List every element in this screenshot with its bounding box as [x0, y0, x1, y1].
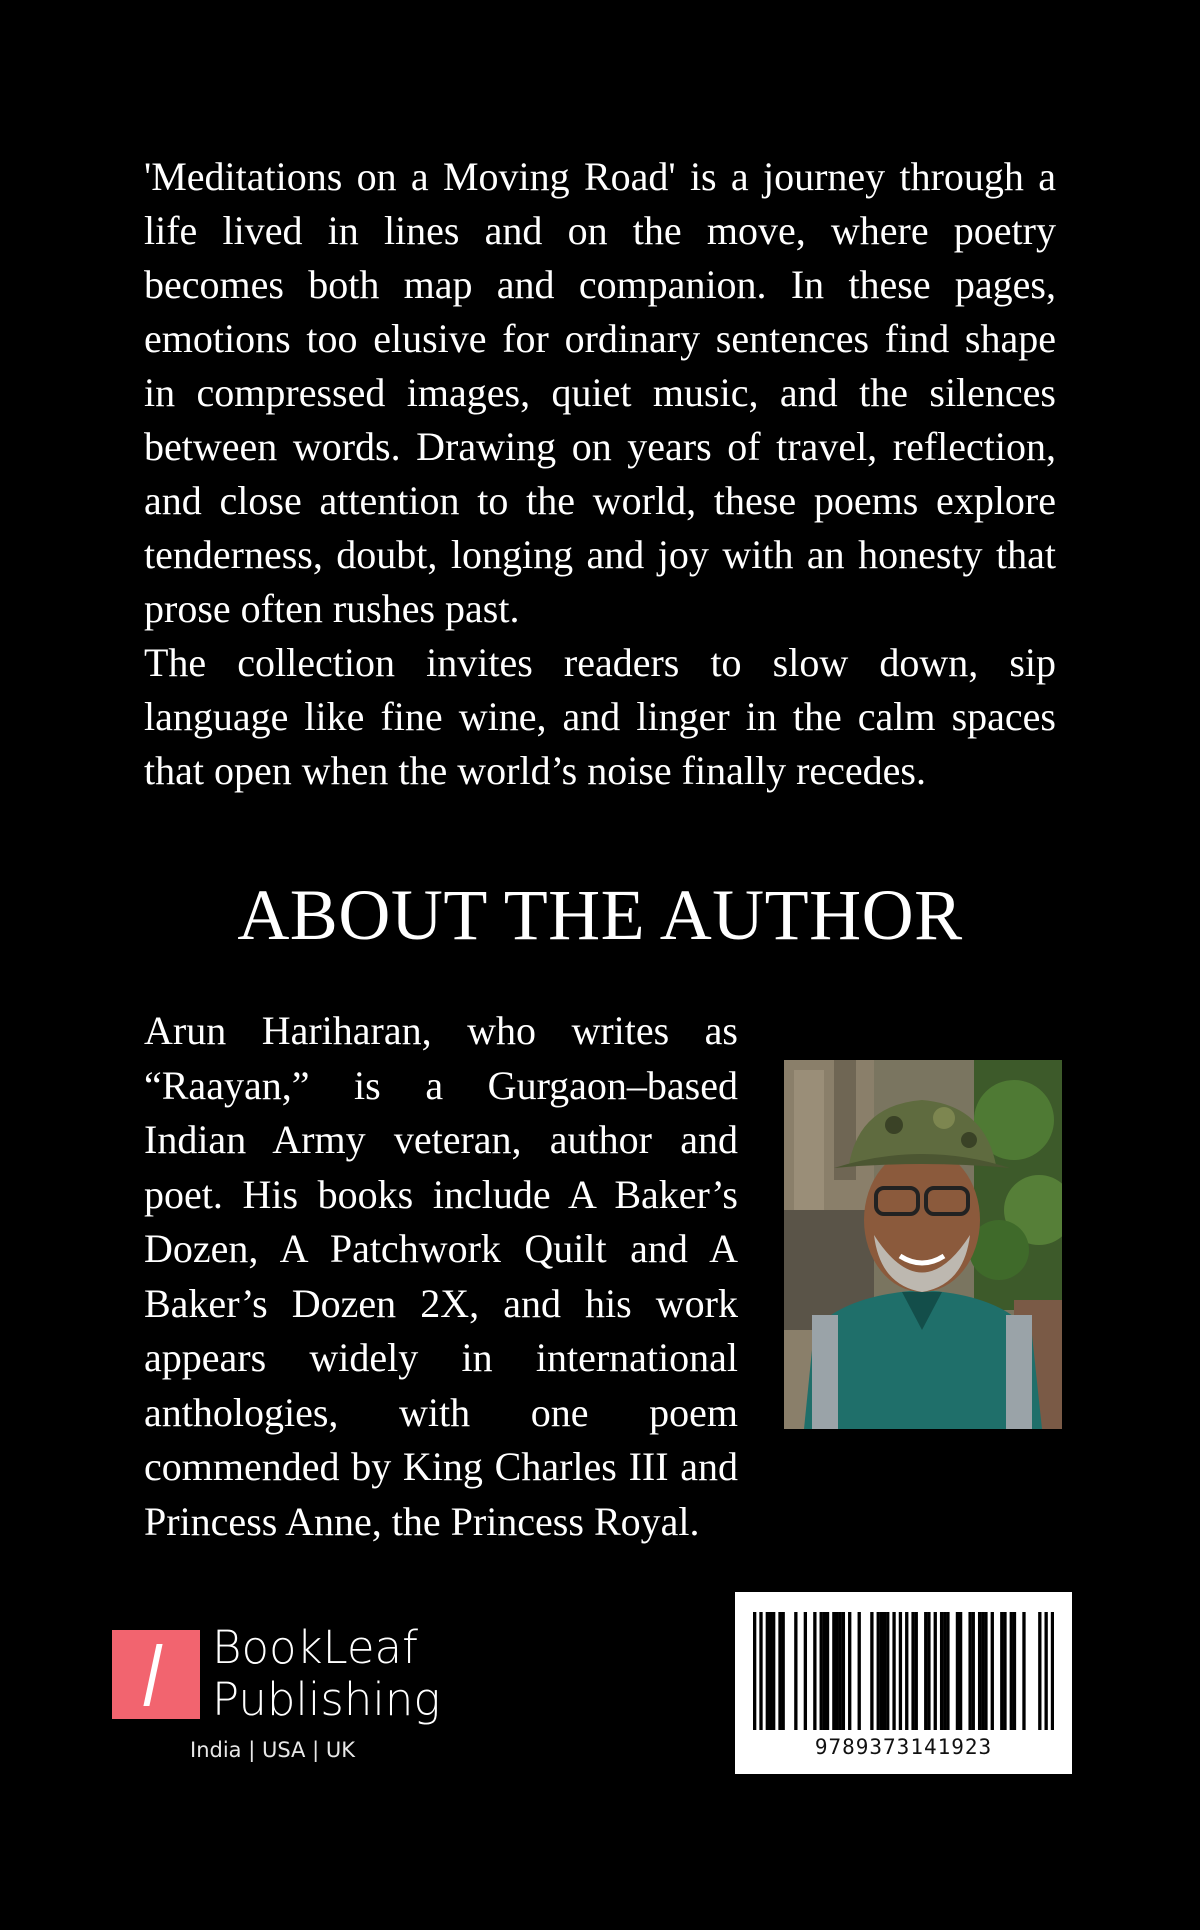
barcode-bar: [911, 1612, 914, 1730]
barcode-bar: [835, 1612, 838, 1730]
barcode-bar: [753, 1612, 756, 1730]
barcode-bar: [924, 1612, 927, 1730]
barcode-bar: [842, 1612, 845, 1730]
author-bio: Arun Hariharan, who writes as “Raayan,” is a Gurgaon–based Indian Army veteran, author and poet. His books include A Baker’s Dozen, A Patchwork Quilt and A Baker’s Dozen 2X, and his work appears widely in international anthologies, with one poem commended by King Charles III and Princess Anne, the Princess Royal.: [144, 1008, 738, 1544]
barcode-bar: [1022, 1612, 1025, 1730]
barcode-bar: [848, 1612, 851, 1730]
blurb-paragraph-2: The collection invites readers to slow down, sip language like fine wine, and linger in the calm spaces that open when the world’s noise finally recedes.: [144, 640, 1056, 793]
barcode-bar: [1000, 1612, 1003, 1730]
author-photo: [784, 1060, 1062, 1429]
barcode-bar: [946, 1612, 949, 1730]
publisher-name: [212, 1622, 440, 1726]
barcode-bar: [858, 1612, 861, 1730]
barcode-bar: [934, 1612, 937, 1730]
barcode-bar: [905, 1612, 908, 1730]
barcode-bar: [1003, 1612, 1006, 1730]
barcode-bar: [813, 1612, 816, 1730]
barcode-bar: [981, 1612, 984, 1730]
barcode-bar: [915, 1612, 918, 1730]
barcode-bar: [968, 1612, 971, 1730]
bookleaf-publishing-logo: [112, 1621, 452, 1770]
barcode-bar: [778, 1612, 781, 1730]
barcode-bar: [832, 1612, 835, 1730]
barcode-bar: [899, 1612, 902, 1730]
bookleaf-logo-mark: [112, 1630, 200, 1719]
barcode-bar: [956, 1612, 959, 1730]
barcode-bar: [940, 1612, 943, 1730]
barcode-bar: [972, 1612, 975, 1730]
barcode-bar: [870, 1612, 873, 1730]
barcode-bar: [1038, 1612, 1041, 1730]
barcode-bar: [886, 1612, 889, 1730]
barcode-bar: [1051, 1612, 1054, 1730]
barcode-bar: [943, 1612, 946, 1730]
barcode-bar: [766, 1612, 769, 1730]
barcode-bar: [826, 1612, 829, 1730]
barcode-bar: [823, 1612, 826, 1730]
barcode-bar: [1010, 1612, 1013, 1730]
barcode-bar: [772, 1612, 775, 1730]
barcode-bar: [839, 1612, 842, 1730]
barcode-bar: [1044, 1612, 1047, 1730]
barcode-bar: [877, 1612, 880, 1730]
barcode-bar: [978, 1612, 981, 1730]
barcode-bar: [892, 1612, 895, 1730]
barcode-bar: [782, 1612, 785, 1730]
barcode-bar: [991, 1612, 994, 1730]
publisher-countries: India | USA | UK: [190, 1738, 355, 1762]
barcode-bar: [959, 1612, 962, 1730]
barcode-bar: [927, 1612, 930, 1730]
publisher-name-line-2: Publishing: [212, 1673, 441, 1726]
barcode-bar: [769, 1612, 772, 1730]
blurb-paragraph-1: 'Meditations on a Moving Road' is a journey through a life lived in lines and on the move, where poetry becomes both map and companion. In these pages, emotions too elusive for ordinary sentences find shape in compressed images, quiet music, and the silences between words. Drawing on years of travel, reflection, and close attention to the world, these poems explore tenderness, doubt, longing and joy with an honesty that prose often rushes past.: [144, 154, 1056, 631]
about-author-heading: ABOUT THE AUTHOR: [237, 875, 963, 955]
barcode-bar: [820, 1612, 823, 1730]
barcode-bar: [984, 1612, 987, 1730]
isbn-barcode: [735, 1592, 1072, 1774]
barcode-bar: [883, 1612, 886, 1730]
publisher-name-line-1: BookLeaf: [212, 1621, 418, 1674]
barcode-bar: [759, 1612, 762, 1730]
barcode-bar: [880, 1612, 883, 1730]
isbn-number: 9789373141923: [814, 1735, 993, 1759]
barcode-bar: [794, 1612, 797, 1730]
back-cover-blurb: [144, 150, 1056, 798]
barcode-bar: [1013, 1612, 1016, 1730]
barcode-bars: [753, 1612, 1054, 1730]
barcode-bar: [804, 1612, 807, 1730]
